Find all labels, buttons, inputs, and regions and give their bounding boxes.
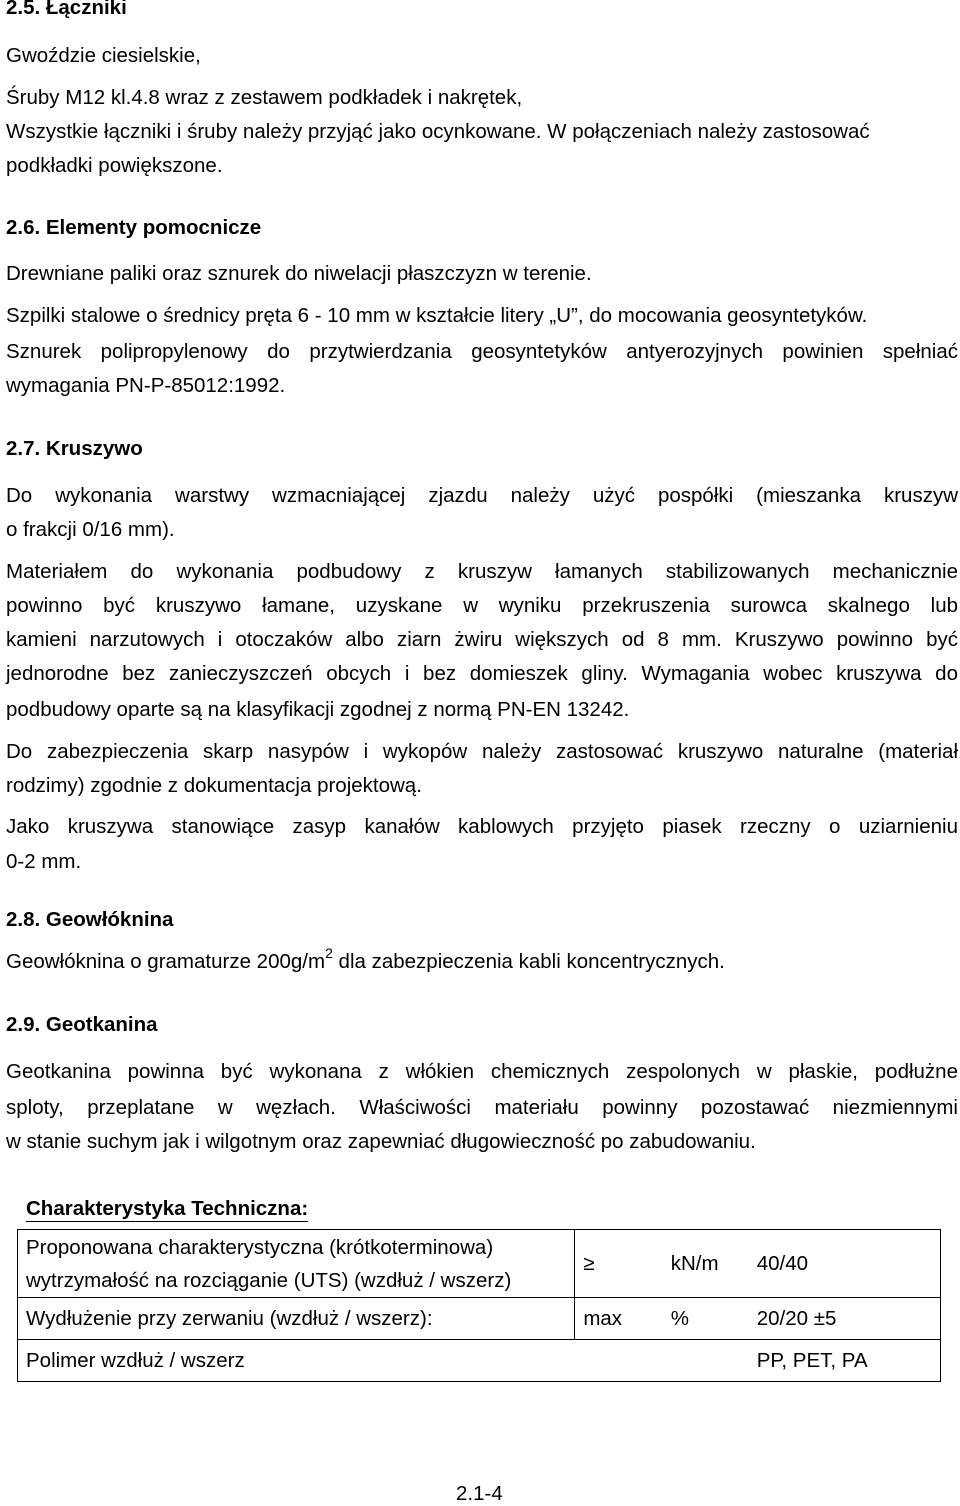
tech-row-1-value: 40/40 <box>749 1230 941 1298</box>
section-2-5-heading: 2.5. Łączniki <box>6 0 127 19</box>
s29-line-2: sploty, przeplatane w węzłach. Właściwości materiału powinny pozostawać niezmiennymi <box>6 1096 958 1119</box>
s27-p4-line-2: 0-2 mm. <box>6 850 82 873</box>
s25-line-1: Gwoździe ciesielskie, <box>6 44 201 67</box>
s27-p2-line-4: jednorodne bez zanieczyszczeń obcych i bez domieszek gliny. Wymagania wobec kruszywa do <box>6 662 958 685</box>
s27-p1-line-2: o frakcji 0/16 mm). <box>6 518 175 541</box>
tech-title: Charakterystyka Techniczna: <box>26 1197 309 1220</box>
tech-row-1-name-line-1: Proponowana charakterystyczna (krótkoterminowa) <box>26 1235 494 1259</box>
tech-row-3-value: PP, PET, PA <box>749 1340 941 1382</box>
s29-line-1: Geotkanina powinna być wykonana z włókien chemicznych zespolonych w płaskie, podłużne <box>6 1060 958 1083</box>
table-row <box>18 1298 941 1340</box>
tech-row-1-operator: ≥ <box>575 1230 663 1298</box>
s27-p2-line-5: podbudowy oparte są na klasyfikacji zgodnej z normą PN-EN 13242. <box>6 698 630 721</box>
s26-line-2: Szpilki stalowe o średnicy pręta 6 - 10 mm w kształcie litery „U”, do mocowania geosyntetyków. <box>6 304 868 327</box>
tech-row-3-name: Polimer wzdłuż / wszerz <box>18 1340 575 1382</box>
page-number: 2.1-4 <box>456 1482 503 1505</box>
s27-p2-line-2: powinno być kruszywo łamane, uzyskane w wyniku przekruszenia surowca skalnego lub <box>6 594 958 617</box>
s27-p2-line-1: Materiałem do wykonania podbudowy z kruszyw łamanych stabilizowanych mechanicznie <box>6 560 958 583</box>
s25-line-4: podkładki powiększone. <box>6 154 223 177</box>
section-2-8-heading: 2.8. Geowłóknina <box>6 908 174 931</box>
s25-line-2: Śruby M12 kl.4.8 wraz z zestawem podkładek i nakrętek, <box>6 86 523 109</box>
tech-row-3-operator <box>575 1340 663 1382</box>
s28-superscript: 2 <box>325 945 333 961</box>
s25-line-3: Wszystkie łączniki i śruby należy przyjąć jako ocynkowane. W połączeniach należy zastosować <box>6 120 870 143</box>
s27-p4-line-1: Jako kruszywa stanowiące zasyp kanałów kablowych przyjęto piasek rzeczny o uziarnieniu <box>6 815 958 838</box>
tech-row-2-name: Wydłużenie przy zerwaniu (wzdłuż / wszerz): <box>18 1298 575 1340</box>
tech-row-3-unit <box>663 1340 749 1382</box>
section-2-6-heading: 2.6. Elementy pomocnicze <box>6 216 262 239</box>
s28-text-b: dla zabezpieczenia kabli koncentrycznych. <box>332 950 725 973</box>
s26-line-3: Sznurek polipropylenowy do przytwierdzania geosyntetyków antyerozyjnych powinien spełniać <box>6 340 958 363</box>
tech-row-2-unit: % <box>663 1298 749 1340</box>
s28-text-a: Geowłóknina o gramaturze 200g/m <box>6 950 326 973</box>
s27-p2-line-3: kamieni narzutowych i otoczaków albo ziarn żwiru większych od 8 mm. Kruszywo powinno być <box>6 628 958 651</box>
section-2-9-heading: 2.9. Geotkanina <box>6 1013 158 1036</box>
table-row <box>18 1340 941 1382</box>
tech-table <box>17 1229 941 1382</box>
tech-row-1-name-line-2: wytrzymałość na rozciąganie (UTS) (wzdłuż / wszerz) <box>26 1268 512 1292</box>
s27-p3-line-1: Do zabezpieczenia skarp nasypów i wykopów należy zastosować kruszywo naturalne (materiał <box>6 740 958 763</box>
s27-p3-line-2: rodzimy) zgodnie z dokumentacja projektową. <box>6 774 422 797</box>
s28-text <box>6 945 725 974</box>
s29-line-3: w stanie suchym jak i wilgotnym oraz zapewniać długowieczność po zabudowaniu. <box>6 1130 756 1153</box>
s26-line-1: Drewniane paliki oraz sznurek do niwelacji płaszczyzn w terenie. <box>6 262 592 285</box>
section-2-7-heading: 2.7. Kruszywo <box>6 437 143 460</box>
tech-row-2-operator: max <box>575 1298 663 1340</box>
table-row <box>18 1230 941 1298</box>
s26-line-4: wymagania PN-P-85012:1992. <box>6 374 286 397</box>
tech-row-1-name <box>18 1230 575 1298</box>
s27-p1-line-1: Do wykonania warstwy wzmacniającej zjazdu należy użyć pospółki (mieszanka kruszyw <box>6 484 958 507</box>
tech-row-2-value: 20/20 ±5 <box>749 1298 941 1340</box>
tech-row-1-unit: kN/m <box>663 1230 749 1298</box>
